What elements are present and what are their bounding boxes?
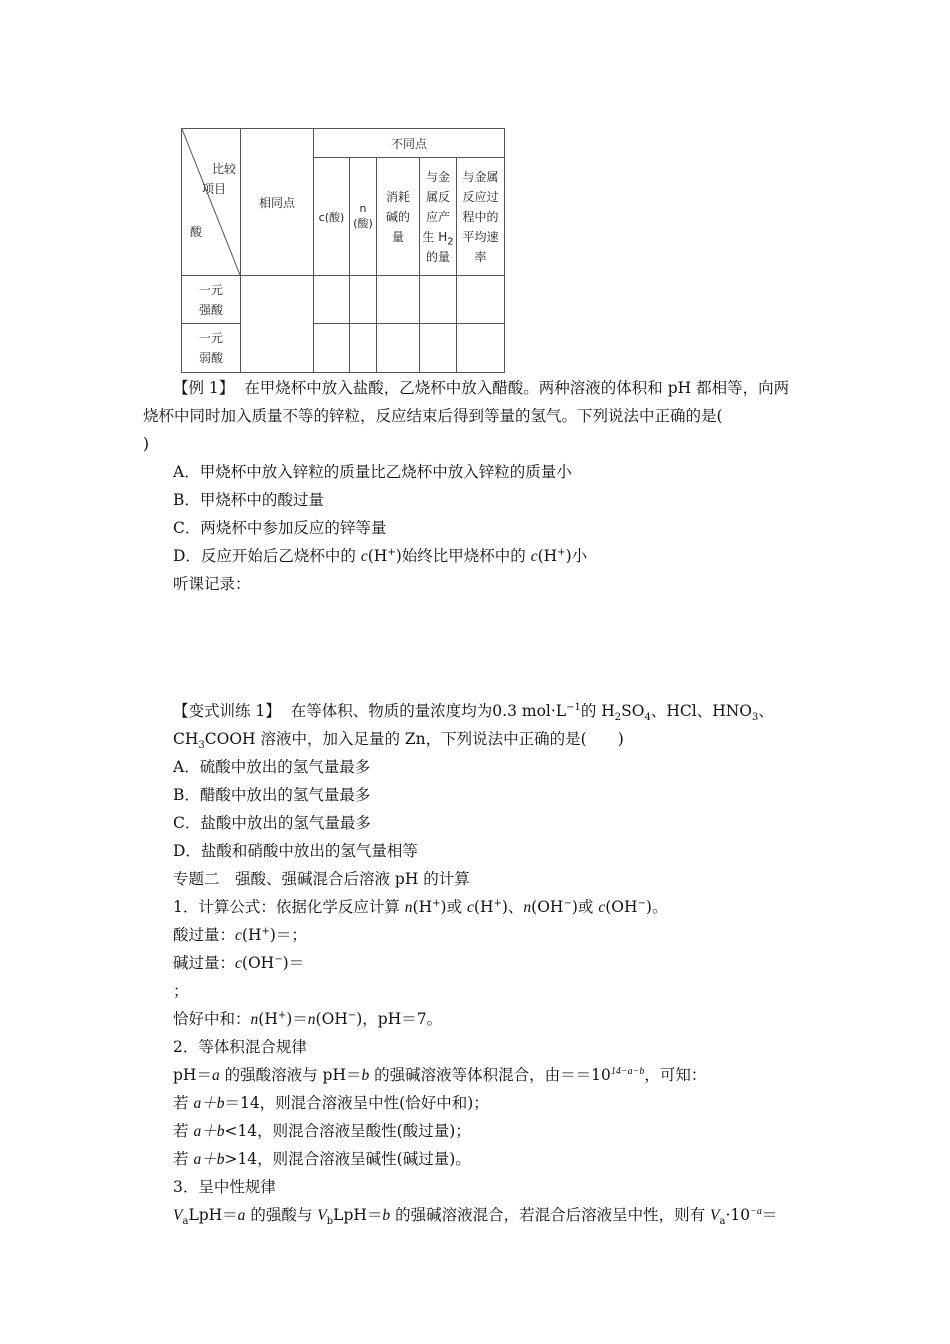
variant1-option-d: D．盐酸和硝酸中放出的氢气量相等 — [173, 842, 418, 860]
lecture-notes-label: 听课记录： — [173, 575, 251, 593]
neutral-line — [173, 1008, 442, 1031]
opt-d-var: c — [530, 548, 538, 565]
t2-var: c — [467, 899, 474, 916]
t2-text: 若 — [173, 1150, 194, 1168]
t2-sup: − — [563, 897, 572, 909]
t2-sup: 14−a−b — [610, 1065, 645, 1077]
t2-var: a＋b — [193, 1151, 225, 1168]
t2-text: <14，则混合溶液呈酸性(酸过量)； — [224, 1122, 471, 1140]
row-weak-acid-label — [182, 324, 241, 373]
t2-text: )或 — [440, 898, 467, 916]
cell-empty — [314, 276, 350, 324]
t2-sup: + — [432, 897, 441, 909]
t2-sub: a — [182, 1216, 189, 1228]
header-diff-points: 不同点 — [314, 129, 505, 158]
t2-sup: − — [347, 1009, 357, 1021]
example1-option-d — [173, 545, 587, 568]
opt-d-part: (H — [537, 547, 558, 565]
t2-var: b — [382, 1207, 391, 1224]
cell-empty — [314, 324, 350, 373]
col-h2-amount — [420, 158, 457, 276]
t2-text: 的强酸溶液与 pH＝ — [219, 1066, 362, 1084]
col-rate-l1: 与金属 — [462, 169, 499, 184]
variant1-stem: COOH 溶液中，加入足量的 Zn，下列说法中正确的是( ) — [204, 730, 624, 748]
variant1-stem: CH — [173, 730, 199, 748]
t2-text: ＝14，则混合溶液呈中性(恰好中和)； — [224, 1094, 489, 1112]
equal-volume-rule — [173, 1064, 706, 1087]
col-h2-l2: 属反 — [425, 189, 450, 204]
variant1-option-a: A．硫酸中放出的氢气量最多 — [173, 758, 371, 776]
t2-text: 酸过量： — [173, 926, 236, 944]
topic2-formula-line — [173, 896, 667, 919]
t2-sup: + — [261, 925, 270, 937]
t2-var: V — [317, 1207, 327, 1224]
opt-d-part: D．反应开始后乙烧杯中的 — [173, 547, 361, 565]
t2-text: )，pH＝7。 — [356, 1010, 443, 1028]
variant1-stem: 、HCl、HNO — [650, 702, 752, 720]
if-basic-line — [173, 1148, 471, 1171]
t2-text: 若 — [173, 1094, 194, 1112]
rule3-heading: 3．呈中性规律 — [173, 1178, 276, 1196]
t2-var: c — [598, 899, 606, 916]
col-h2-l5: 的量 — [425, 249, 450, 264]
t2-text: )＝ — [286, 1010, 308, 1028]
variant1-stem: 的 H — [580, 702, 615, 720]
t2-text: (H — [241, 926, 262, 944]
comparison-table — [181, 128, 505, 373]
variant1-tag: 【变式训练 1】 — [173, 702, 281, 720]
row1-l2: 强酸 — [198, 302, 223, 317]
t2-var: a＋b — [193, 1123, 225, 1140]
t2-text: 恰好中和： — [173, 1010, 251, 1028]
t2-sup: + — [277, 1009, 287, 1021]
opt-d-sup: + — [387, 546, 396, 558]
col-base-consumed — [377, 158, 420, 276]
t2-sub: a — [719, 1216, 726, 1228]
cell-empty — [350, 324, 377, 373]
t2-text: )＝； — [269, 926, 307, 944]
t2-text: (OH — [315, 1010, 348, 1028]
example1-option-c: C．两烧杯中参加反应的锌等量 — [173, 519, 387, 537]
t2-var: c — [235, 927, 242, 944]
cell-empty — [457, 276, 505, 324]
variant1-sub: 4 — [644, 712, 651, 724]
t2-text: ，可知： — [644, 1066, 707, 1084]
col-avg-rate — [457, 158, 505, 276]
opt-d-part: )小 — [565, 547, 588, 565]
variant1-stem: 、 — [758, 702, 774, 720]
example1-stem-line3: ) — [143, 435, 150, 453]
col-h2-l4: 生 H — [422, 229, 448, 244]
col-h2-l3: 应产 — [425, 209, 450, 224]
t2-text: 的强碱溶液混合，若混合后溶液呈中性，则有 — [390, 1206, 710, 1224]
diagonal-line — [182, 129, 240, 275]
example1-option-b: B．甲烧杯中的酸过量 — [173, 491, 324, 509]
col-base-l2: 碱的 — [385, 209, 410, 224]
opt-d-var: c — [360, 548, 368, 565]
t2-text: LpH＝ — [188, 1206, 238, 1224]
t2-text: )。 — [645, 898, 668, 916]
cell-empty — [420, 276, 457, 324]
variant1-stem-line1 — [173, 700, 774, 722]
example1-stem-line1 — [173, 377, 789, 399]
t2-text: 碱过量： — [173, 954, 236, 972]
opt-d-part: )始终比甲烧杯中的 — [395, 547, 531, 565]
t2-text: 1．计算公式：依据化学反应计算 — [173, 898, 405, 916]
row2-l1: 一元 — [198, 331, 223, 345]
variant1-stem: SO — [621, 702, 645, 720]
t2-var: n — [250, 1011, 259, 1028]
col-n-acid — [350, 158, 377, 276]
t2-sup: − — [274, 953, 283, 965]
t2-text: ＝ — [761, 1206, 778, 1224]
if-neutral-line — [173, 1092, 489, 1115]
t2-var: a＋b — [193, 1095, 225, 1112]
opt-d-part: (H — [367, 547, 388, 565]
t2-text: >14，则混合溶液呈碱性(碱过量)。 — [224, 1150, 471, 1168]
col-rate-l2: 反应过 — [462, 189, 499, 204]
header-same-points: 相同点 — [241, 129, 314, 276]
t2-var: V — [173, 1207, 183, 1224]
row1-l1: 一元 — [198, 282, 223, 297]
t2-var: b — [361, 1067, 370, 1084]
t2-text: LpH＝ — [333, 1206, 383, 1224]
cell-same-points — [241, 276, 314, 373]
acid-excess-line — [173, 924, 307, 947]
example1-stem-line2: 烧杯中同时加入质量不等的锌粒，反应结束后得到等量的氢气。下列说法中正确的是( — [143, 407, 723, 425]
t2-text: (OH — [531, 898, 564, 916]
cell-empty — [377, 276, 420, 324]
t2-text: (H — [412, 898, 433, 916]
header-bijiao: 比较 — [212, 162, 237, 176]
t2-var: n — [307, 1011, 316, 1028]
row2-l2: 弱酸 — [198, 351, 223, 365]
cell-empty — [377, 324, 420, 373]
t2-sup: −a — [750, 1205, 762, 1217]
t2-sub: b — [326, 1216, 334, 1228]
header-suan: 酸 — [190, 225, 203, 239]
t2-var: a — [237, 1207, 246, 1224]
example1-option-a: A．甲烧杯中放入锌粒的质量比乙烧杯中放入锌粒的质量小 — [173, 463, 572, 481]
col-rate-l5: 率 — [474, 249, 487, 264]
t2-text: (OH — [605, 898, 638, 916]
cell-empty — [350, 276, 377, 324]
variant1-sup: −1 — [566, 701, 581, 713]
t2-sup: + — [493, 897, 502, 909]
t2-text: (OH — [241, 954, 275, 972]
header-xiangmu: 项目 — [202, 182, 227, 196]
col-n-l2: (酸) — [353, 217, 373, 231]
t2-var: c — [235, 955, 242, 972]
variant1-stem: 在等体积、物质的量浓度均为0.3 mol·L — [290, 702, 567, 720]
variant1-option-c: C．盐酸中放出的氢气量最多 — [173, 814, 371, 832]
col-base-l1: 消耗 — [385, 189, 410, 204]
opt-d-sup: + — [557, 546, 566, 558]
t2-var: a — [211, 1067, 220, 1084]
t2-text: ·10 — [725, 1206, 751, 1224]
row-strong-acid-label — [182, 276, 241, 324]
t2-text: 的强酸与 — [245, 1206, 318, 1224]
semicolon-line: ； — [173, 982, 189, 1000]
if-acidic-line — [173, 1120, 471, 1143]
col-h2-l1: 与金 — [425, 169, 450, 184]
t2-sup: − — [637, 897, 646, 909]
col-base-l3: 量 — [391, 229, 404, 244]
col-n-l1: n — [359, 202, 367, 216]
col-c-acid: c(酸) — [314, 158, 350, 276]
col-h2-sub: 2 — [447, 235, 454, 247]
variant1-sub: 3 — [752, 712, 759, 724]
t2-text: (H — [258, 1010, 278, 1028]
variant1-sub: 2 — [614, 712, 622, 724]
topic2-title: 专题二 强酸、强碱混合后溶液 pH 的计算 — [173, 870, 470, 888]
t2-text: )、 — [501, 898, 524, 916]
variant1-option-b: B．醋酸中放出的氢气量最多 — [173, 786, 371, 804]
col-rate-l3: 程中的 — [462, 209, 499, 224]
variant1-stem-line2 — [173, 728, 624, 750]
t2-text: pH＝ — [173, 1066, 212, 1084]
col-rate-l4: 平均速 — [462, 229, 499, 244]
rule2-heading: 2．等体积混合规律 — [173, 1038, 307, 1056]
t2-text: )或 — [571, 898, 599, 916]
diagonal-header-cell — [182, 129, 241, 276]
t2-var: n — [523, 899, 532, 916]
variant1-sub: 3 — [198, 740, 205, 752]
t2-text: (H — [473, 898, 494, 916]
t2-text: 的强碱溶液等体积混合，由＝＝10 — [369, 1066, 611, 1084]
t2-text: 若 — [173, 1122, 194, 1140]
cell-empty — [420, 324, 457, 373]
cell-empty — [457, 324, 505, 373]
neutral-rule-line — [173, 1204, 777, 1227]
example1-tag: 【例 1】 — [173, 379, 235, 397]
t2-var: n — [404, 899, 413, 916]
example1-stem-1: 在甲烧杯中放入盐酸，乙烧杯中放入醋酸。两种溶液的体积和 pH 都相等，向两 — [244, 379, 790, 397]
t2-var: V — [710, 1207, 720, 1224]
base-excess-line — [173, 952, 304, 975]
t2-text: )＝ — [282, 954, 305, 972]
